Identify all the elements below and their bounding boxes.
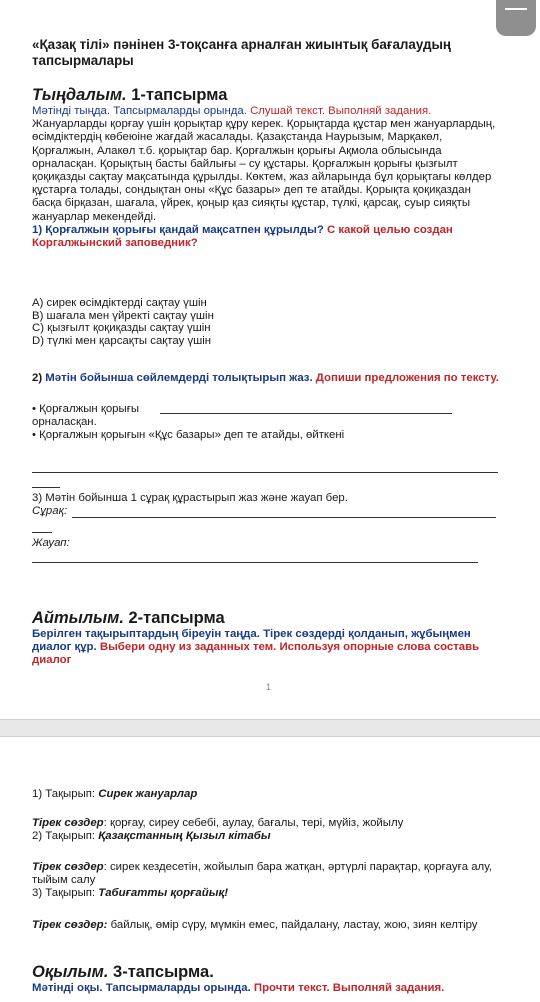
q3-answer-line[interactable] [32, 562, 478, 563]
q1-option-b[interactable]: В) шағала мен үйректі сақтау үшін [32, 309, 214, 322]
task2-heading-rest: 2-тапсырма [123, 609, 225, 627]
q3-question-line[interactable] [72, 517, 496, 518]
task1-question1 [32, 224, 502, 250]
topic2-words-label: Тірек сөздер [32, 861, 104, 873]
q2-num: 2) [32, 372, 43, 384]
topic2-title: Қазақстанның Қызыл кітабы [98, 830, 271, 843]
topic1-label: 1) Тақырып: [32, 788, 99, 800]
topic3-line [32, 887, 502, 900]
topic2-words [32, 861, 502, 887]
task1-heading [32, 86, 502, 104]
document-page-2 [0, 736, 540, 1002]
topic3-words [32, 919, 502, 932]
task2-instruction-kz: Берілген тақырыптардың біреуін таңда. Тірек сөздерді қолданып, жұбыңмен диалог құр. [32, 628, 471, 654]
document-title: «Қазақ тілі» пәнінен 3-тоқсанға арналған жиынтық бағалаудың тапсырмалары [32, 37, 451, 68]
topic3-label: 3) Тақырып: [32, 887, 99, 900]
topic3-words-list: байлық, өмір сүру, мүмкін емес, пайдалану, ластау, жою, зиян келтіру [107, 919, 478, 931]
task2-heading-word: Айтылым. [32, 609, 124, 627]
topic1-words [32, 817, 502, 830]
q1-option-a[interactable]: А) сирек өсімдіктерді сақтау үшін [32, 297, 207, 309]
task3-heading-word: Оқылым. [32, 963, 109, 981]
task3-instruction-ru: Прочти текст. Выполняй задания. [253, 982, 445, 994]
task3-heading-rest: 3-тапсырма. [108, 963, 214, 981]
topic3-title: Табиғатты қорғайық! [98, 887, 229, 900]
q3-answer-label: Жауап: [32, 537, 70, 549]
topic1-words-label: Тірек сөздер [32, 817, 104, 829]
task1-heading-rest: 1-тапсырма [126, 86, 228, 104]
q1-option-d[interactable]: D) түлкі мен қарсақты сақтау үшін [32, 334, 212, 347]
menu-icon [505, 8, 527, 10]
q2-answer-line-2[interactable] [32, 472, 498, 473]
topic1-line [32, 788, 502, 801]
q2-answer-line-1[interactable] [160, 413, 452, 414]
task1-instruction-kz: Мәтінді тыңда. Тапсырмаларды орында. [32, 105, 251, 117]
task2-instruction [32, 628, 502, 668]
task2-heading [32, 609, 502, 627]
task1-instruction [32, 105, 502, 118]
q3-question-line-2[interactable] [32, 532, 52, 533]
task1-question3: 3) Мәтін бойынша 1 сұрақ құрастырып жаз және жауап бер. [32, 492, 348, 504]
task2-instruction-ru: Выбери одну из заданных тем. Используя опорные слова составь диалог [32, 641, 480, 667]
q2-item1-end: орналасқан. [32, 416, 97, 429]
task3-instruction-kz: Мәтінді оқы. Тапсырмаларды орында. [32, 982, 254, 994]
task1-text: Жануарларды қорғау үшін қорықтар құру керек. Қорықтарда құстар мен жануарлардың, өсімдіктердің көбеюіне жағдай жасалады. Қазақстанда Наурызым, Марқакөл, Қорғалжын, Алакөл т.б. қорықтар бар. Қорғалжын қорығы Ақмола облысында орналасқан. Қорықтың басты байлығы – су құстары. Қорғалжын қорығы қызғылт қоқиқазды сақтау мақсатында құрылды. Көктем, жаз айларында бұл қорықтағы көлдер құстарға толады, сондықтан оны «Құс базары» деп те атайды. Қорықта қоқиқаздан басқа бірқазан, шағала, үйрек, қоңыр қаз сияқты құстар, түлкі, қарсақ, суыр сияқты жануарлар мекендейді. [32, 118, 496, 223]
topic2-line [32, 830, 502, 843]
task3-instruction [32, 982, 502, 995]
q1-option-c[interactable]: С) қызғылт қоқиқазды сақтау үшін [32, 322, 211, 335]
topic2-label: 2) Тақырып: [32, 830, 99, 843]
task1-heading-word: Тыңдалым. [32, 86, 127, 104]
q2-kz: Мәтін бойынша сөйлемдерді толықтырып жаз. [42, 372, 313, 384]
topic1-title: Сирек жануарлар [98, 788, 198, 800]
task1-question2 [32, 372, 502, 385]
q3-question-label: Сұрақ: [32, 505, 68, 518]
q1-kz: 1) Қорғалжын қорығы қандай мақсатпен құрылды? [32, 223, 324, 236]
topic2-words-list: : сирек кездесетін, жойылып бара жатқан, әртүрлі парақтар, қорғауға алу, тыйым салу [32, 861, 492, 887]
q1-ru: С какой целью создан Коргалжынский заповедник? [32, 223, 453, 250]
page-number: 1 [266, 682, 272, 692]
q2-item2: • Қорғалжын қорығын «Құс базары» деп те атайды, өйткені [32, 429, 345, 442]
topic3-words-label: Тірек сөздер: [32, 919, 108, 931]
topic1-words-list: : қорғау, сиреу себебі, аулау, бағалы, тері, мүйіз, жойылу [103, 817, 404, 829]
q2-answer-line-3[interactable] [32, 487, 60, 488]
q2-ru: Допиши предложения по тексту. [312, 372, 499, 384]
q2-item1-start: • Қорғалжын қорығы [32, 403, 140, 415]
q1-options [32, 297, 502, 347]
menu-button[interactable] [496, 0, 536, 36]
task1-instruction-ru: Слушай текст. Выполняй задания. [250, 105, 432, 117]
task3-heading [32, 963, 502, 981]
